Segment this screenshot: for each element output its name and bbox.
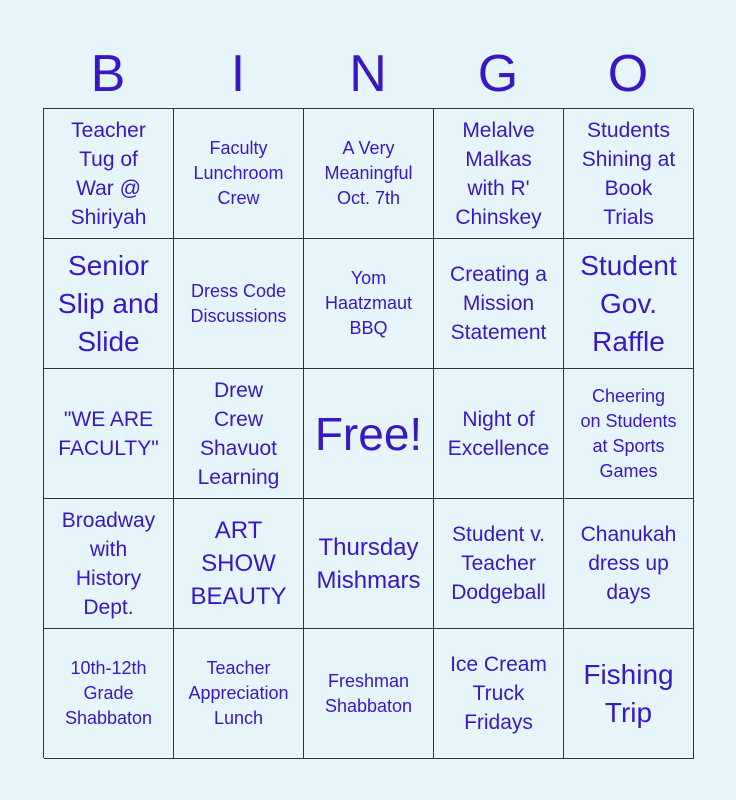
bingo-cell[interactable] (304, 109, 434, 239)
bingo-cell-text: Chanukah dress up days (580, 523, 677, 604)
bingo-cell-text: Faculty Lunchroom Crew (193, 138, 284, 208)
bingo-cell[interactable] (434, 499, 564, 629)
bingo-cell[interactable] (434, 369, 564, 499)
bingo-cell-text: Student Gov. Raffle (580, 249, 677, 357)
bingo-cell[interactable] (304, 629, 434, 759)
header-letter-b: B (90, 45, 126, 103)
bingo-cell[interactable] (44, 629, 174, 759)
bingo-cell[interactable] (564, 629, 694, 759)
bingo-cell-text: ART SHOW BEAUTY (190, 517, 287, 610)
bingo-grid (43, 108, 693, 758)
bingo-cell[interactable] (44, 499, 174, 629)
bingo-cell[interactable] (44, 239, 174, 369)
bingo-cell-text: Creating a Mission Statement (450, 263, 547, 344)
bingo-cell-text: Freshman Shabbaton (324, 670, 413, 716)
bingo-cell-text: Ice Cream Truck Fridays (450, 653, 547, 734)
bingo-cell[interactable] (434, 239, 564, 369)
bingo-cell-text: Students Shining at Book Trials (581, 118, 676, 229)
bingo-cell-text: A Very Meaningful Oct. 7th (324, 138, 413, 208)
bingo-cell-text: Melalve Malkas with R' Chinskey (455, 118, 542, 229)
bingo-cell[interactable] (174, 239, 304, 369)
bingo-cell-text: Teacher Appreciation Lunch (188, 658, 289, 728)
bingo-cell[interactable] (304, 239, 434, 369)
bingo-cell[interactable] (44, 369, 174, 499)
bingo-header (43, 40, 693, 108)
bingo-cell-text: Senior Slip and Slide (57, 249, 160, 357)
bingo-cell-text: Drew Crew Shavuot Learning (197, 378, 280, 489)
bingo-cell[interactable] (304, 499, 434, 629)
header-letter-n: N (349, 45, 387, 103)
bingo-cell-text: "WE ARE FACULTY" (58, 407, 159, 460)
bingo-cell-text: Cheering on Students at Sports Games (580, 385, 677, 481)
bingo-cell-text: Fishing Trip (583, 658, 674, 728)
bingo-cell[interactable] (174, 369, 304, 499)
bingo-cell-text: Teacher Tug of War @ Shiriyah (70, 118, 147, 229)
bingo-cell-free[interactable] (304, 369, 434, 499)
bingo-cell-text: Thursday Mishmars (316, 533, 421, 594)
header-letter-i: I (230, 45, 246, 103)
bingo-cell-text: Student v. Teacher Dodgeball (451, 523, 546, 604)
bingo-cell[interactable] (174, 629, 304, 759)
bingo-cell-text: 10th-12th Grade Shabbaton (64, 658, 153, 728)
bingo-cell-text: Yom Haatzmaut BBQ (324, 268, 413, 338)
bingo-cell[interactable] (174, 109, 304, 239)
bingo-cell[interactable] (564, 499, 694, 629)
bingo-cell[interactable] (434, 109, 564, 239)
bingo-cell-text: Night of Excellence (447, 407, 550, 460)
bingo-cell[interactable] (564, 369, 694, 499)
bingo-cell[interactable] (564, 109, 694, 239)
bingo-cell-text: Dress Code Discussions (190, 280, 287, 326)
bingo-cell-text: Free! (314, 407, 423, 460)
bingo-cell[interactable] (564, 239, 694, 369)
header-letter-o: O (607, 45, 649, 103)
bingo-cell[interactable] (44, 109, 174, 239)
header-letter-g: G (477, 45, 519, 103)
bingo-cell[interactable] (434, 629, 564, 759)
bingo-cell[interactable] (174, 499, 304, 629)
bingo-cell-text: Broadway with History Dept. (61, 508, 156, 619)
